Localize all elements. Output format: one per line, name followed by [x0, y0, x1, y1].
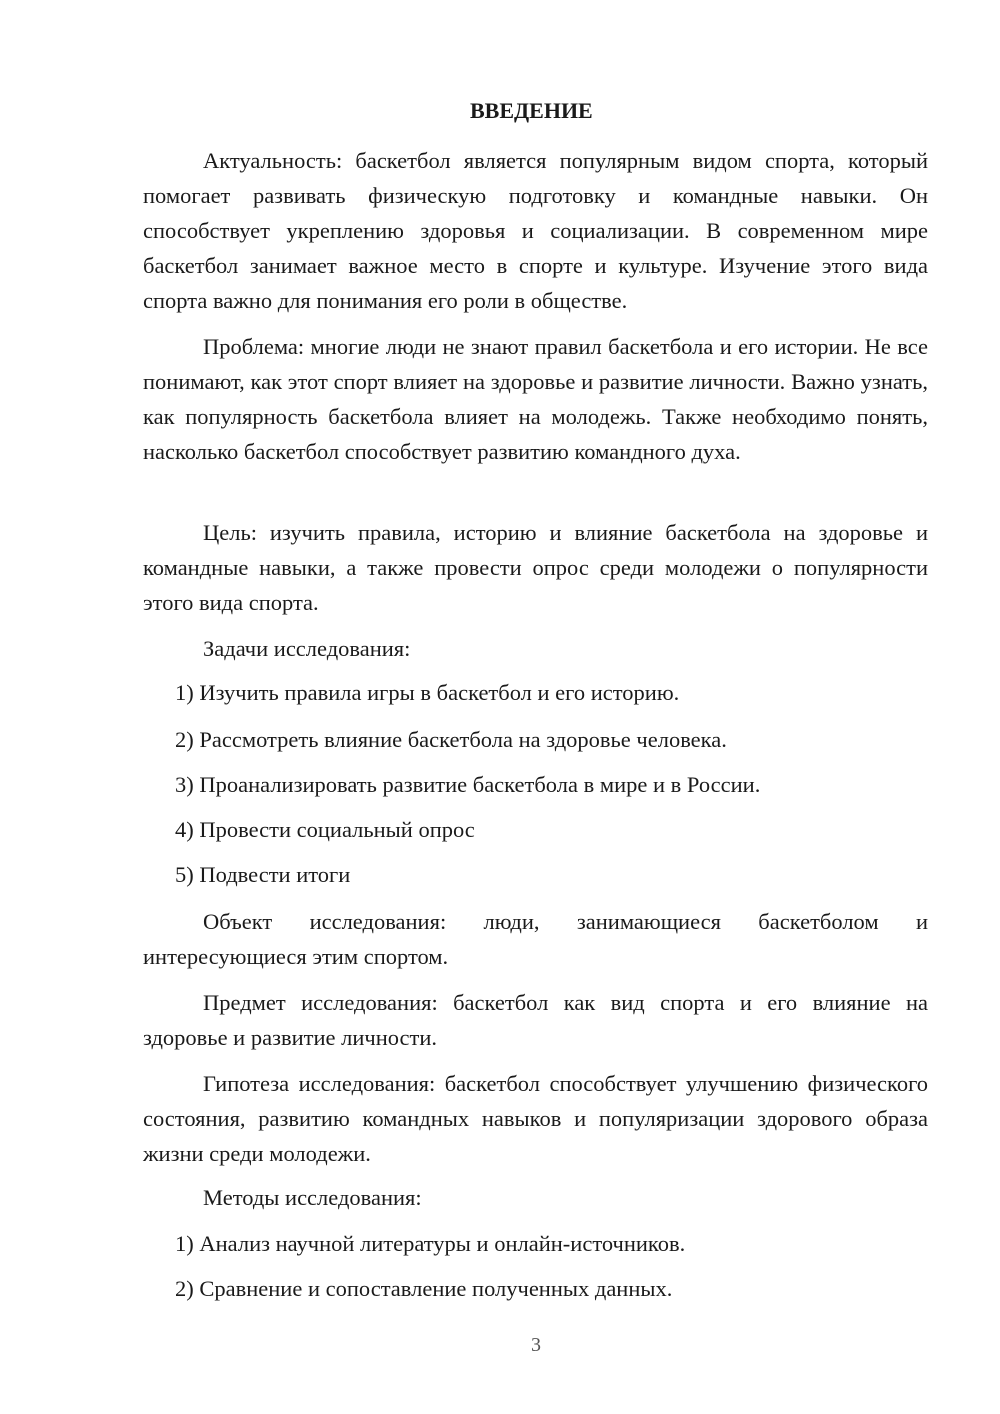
list-item: 1) Изучить правила игры в баскетбол и его историю. — [175, 680, 680, 705]
page-title: ВВЕДЕНИЕ — [470, 98, 593, 123]
hypothesis-paragraph: Гипотеза исследования: баскетбол способствует улучшению физического состояния, развитию командных навыков и популяризации здорового образа жизни среди молодежи. — [143, 1071, 928, 1166]
goal-paragraph: Цель: изучить правила, историю и влияние баскетбола на здоровье и командные навыки, а также провести опрос среди молодежи о популярности этого вида спорта. — [143, 520, 928, 615]
list-item: 4) Провести социальный опрос — [175, 817, 475, 842]
list-item: 1) Анализ научной литературы и онлайн-источников. — [175, 1231, 686, 1256]
methods-heading: Методы исследования: — [203, 1185, 422, 1210]
page-number: 3 — [531, 1334, 541, 1356]
problem-paragraph: Проблема: многие люди не знают правил баскетбола и его истории. Не все понимают, как этот спорт влияет на здоровье и развитие личности. Важно узнать, как популярность баскетбола влияет на молодежь. Также необходимо понять, насколько баскетбол способствует развитию командного духа. — [143, 334, 928, 464]
tasks-heading: Задачи исследования: — [203, 636, 411, 661]
list-item: 3) Проанализировать развитие баскетбола в мире и в России. — [175, 772, 761, 797]
object-paragraph: Объект исследования: люди, занимающиеся баскетболом и интересующиеся этим спортом. — [143, 909, 928, 969]
relevance-paragraph: Актуальность: баскетбол является популярным видом спорта, который помогает развивать физическую подготовку и командные навыки. Он способствует укреплению здоровья и социализации. В современном мире баскетбол занимает важное место в спорте и культуре. Изучение этого вида спорта важно для понимания его роли в обществе. — [143, 148, 928, 313]
subject-paragraph: Предмет исследования: баскетбол как вид спорта и его влияние на здоровье и развитие личности. — [143, 990, 928, 1050]
list-item: 2) Сравнение и сопоставление полученных данных. — [175, 1276, 673, 1301]
list-item: 2) Рассмотреть влияние баскетбола на здоровье человека. — [175, 727, 727, 752]
list-item: 5) Подвести итоги — [175, 862, 351, 887]
